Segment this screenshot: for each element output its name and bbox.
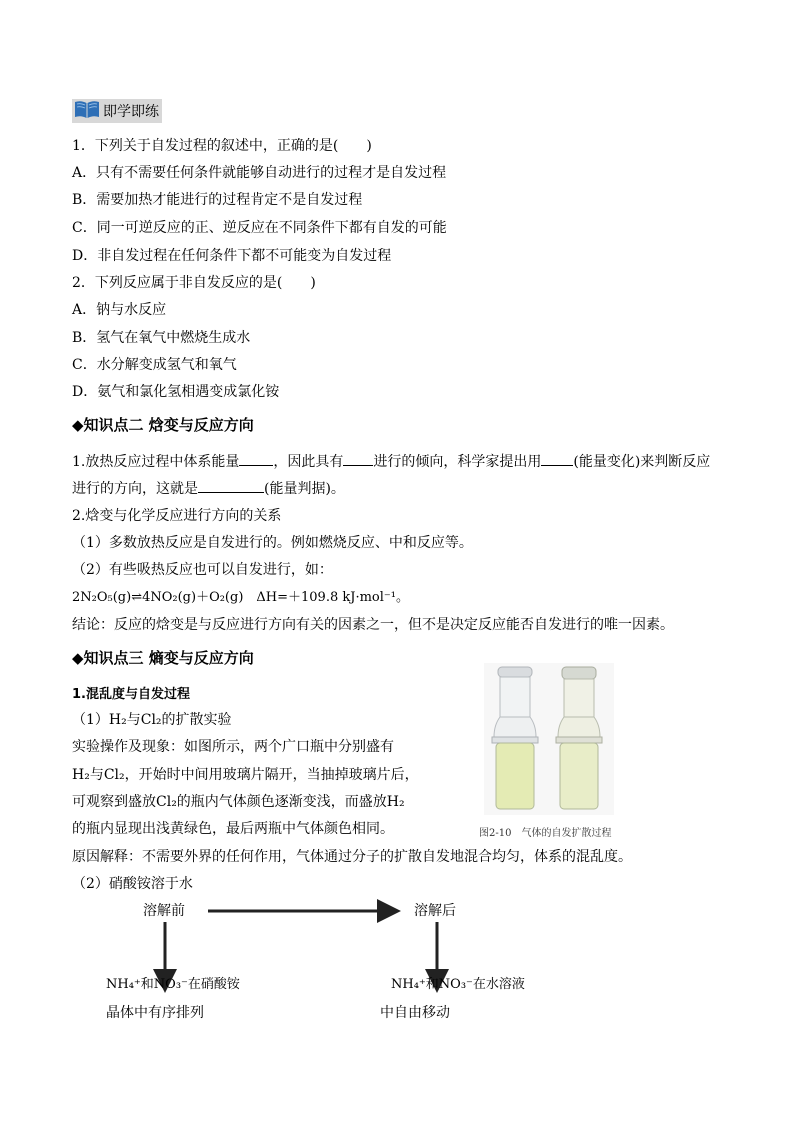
kp3-experiment-line-4: 的瓶内显现出浅黄绿色，最后两瓶中气体颜色相同。 — [72, 821, 394, 837]
before-dissolving-label: 溶解前 — [143, 903, 185, 919]
kp3-experiment-title: （1）H₂与Cl₂的扩散实验 — [72, 712, 232, 728]
kp2-paragraph-3: （1）多数放热反应是自发进行的。例如燃烧反应、中和反应等。 — [72, 535, 473, 551]
practice-tag-label: 即学即练 — [103, 104, 159, 120]
after-description-line-2: 中自由移动 — [380, 1005, 450, 1021]
question-1-option-c: C．同一可逆反应的正、逆反应在不同条件下都有自发的可能 — [72, 220, 447, 236]
kp3-subsection-1-title: 1.混乱度与自发过程 — [72, 687, 190, 702]
kp2-text-segment: 1.放热反应过程中体系能量 — [72, 454, 240, 470]
knowledge-point-2-title: ◆知识点二 焓变与反应方向 — [72, 416, 254, 434]
kp2-equation: 2N₂O₅(g)⇌4NO₂(g)＋O₂(g) ΔH=＋109.8 kJ·mol⁻¹。 — [72, 590, 409, 605]
after-description-line-1: NH₄⁺和NO₃⁻在水溶液 — [391, 977, 525, 992]
question-2-option-d: D．氨气和氯化氢相遇变成氯化铵 — [72, 384, 280, 400]
question-1-option-a: A．只有不需要任何条件就能够自动进行的过程才是自发过程 — [72, 165, 447, 181]
question-2-stem: 2．下列反应属于非自发反应的是( ) — [72, 275, 316, 291]
kp3-reason: 原因解释：不需要外界的任何作用，气体通过分子的扩散自发地混合均匀，体系的混乱度。 — [72, 849, 632, 865]
kp2-text-segment: ，因此具有 — [273, 454, 344, 470]
kp3-experiment-line-2: H₂与Cl₂，开始时中间用玻璃片隔开，当抽掉玻璃片后， — [72, 767, 419, 783]
after-dissolving-label: 溶解后 — [414, 903, 456, 919]
figure-caption: 图2-10 气体的自发扩散过程 — [479, 828, 612, 839]
kp3-experiment-line-3: 可观察到盛放Cl₂的瓶内气体颜色逐渐变浅，而盛放H₂ — [72, 794, 405, 810]
knowledge-point-3-title: ◆知识点三 熵变与反应方向 — [72, 649, 254, 667]
kp2-conclusion: 结论：反应的焓变是与反应进行方向有关的因素之一，但不是决定反应能否自发进行的唯一因素。 — [72, 617, 674, 633]
kp2-text-segment: (能量判据)。 — [264, 481, 345, 497]
kp2-paragraph-4: （2）有些吸热反应也可以自发进行，如： — [72, 562, 333, 578]
kp2-text-segment: (能量变化)来判断反应 — [573, 454, 711, 470]
kp3-experiment-line-1: 实验操作及现象：如图所示，两个广口瓶中分别盛有 — [72, 739, 394, 755]
before-description-line-1: NH₄⁺和NO₃⁻在硝酸铵 — [106, 977, 240, 992]
question-1-option-d: D．非自发过程在任何条件下都不可能变为自发过程 — [72, 248, 392, 264]
kp2-paragraph-2: 2.焓变与化学反应进行方向的关系 — [72, 508, 282, 524]
question-1-option-b: B．需要加热才能进行的过程肯定不是自发过程 — [72, 192, 363, 208]
kp2-text-segment: 进行的方向，这就是 — [72, 481, 198, 497]
question-2-option-c: C．水分解变成氢气和氧气 — [72, 357, 237, 373]
question-1-stem: 1．下列关于自发过程的叙述中，正确的是( ) — [72, 138, 372, 154]
kp2-text-segment: 进行的倾向，科学家提出用 — [373, 454, 542, 470]
question-2-option-a: A．钠与水反应 — [72, 302, 167, 318]
kp3-ammonium-nitrate-title: （2）硝酸铵溶于水 — [72, 876, 193, 892]
before-description-line-2: 晶体中有序排列 — [106, 1005, 204, 1021]
question-2-option-b: B．氢气在氧气中燃烧生成水 — [72, 330, 251, 346]
